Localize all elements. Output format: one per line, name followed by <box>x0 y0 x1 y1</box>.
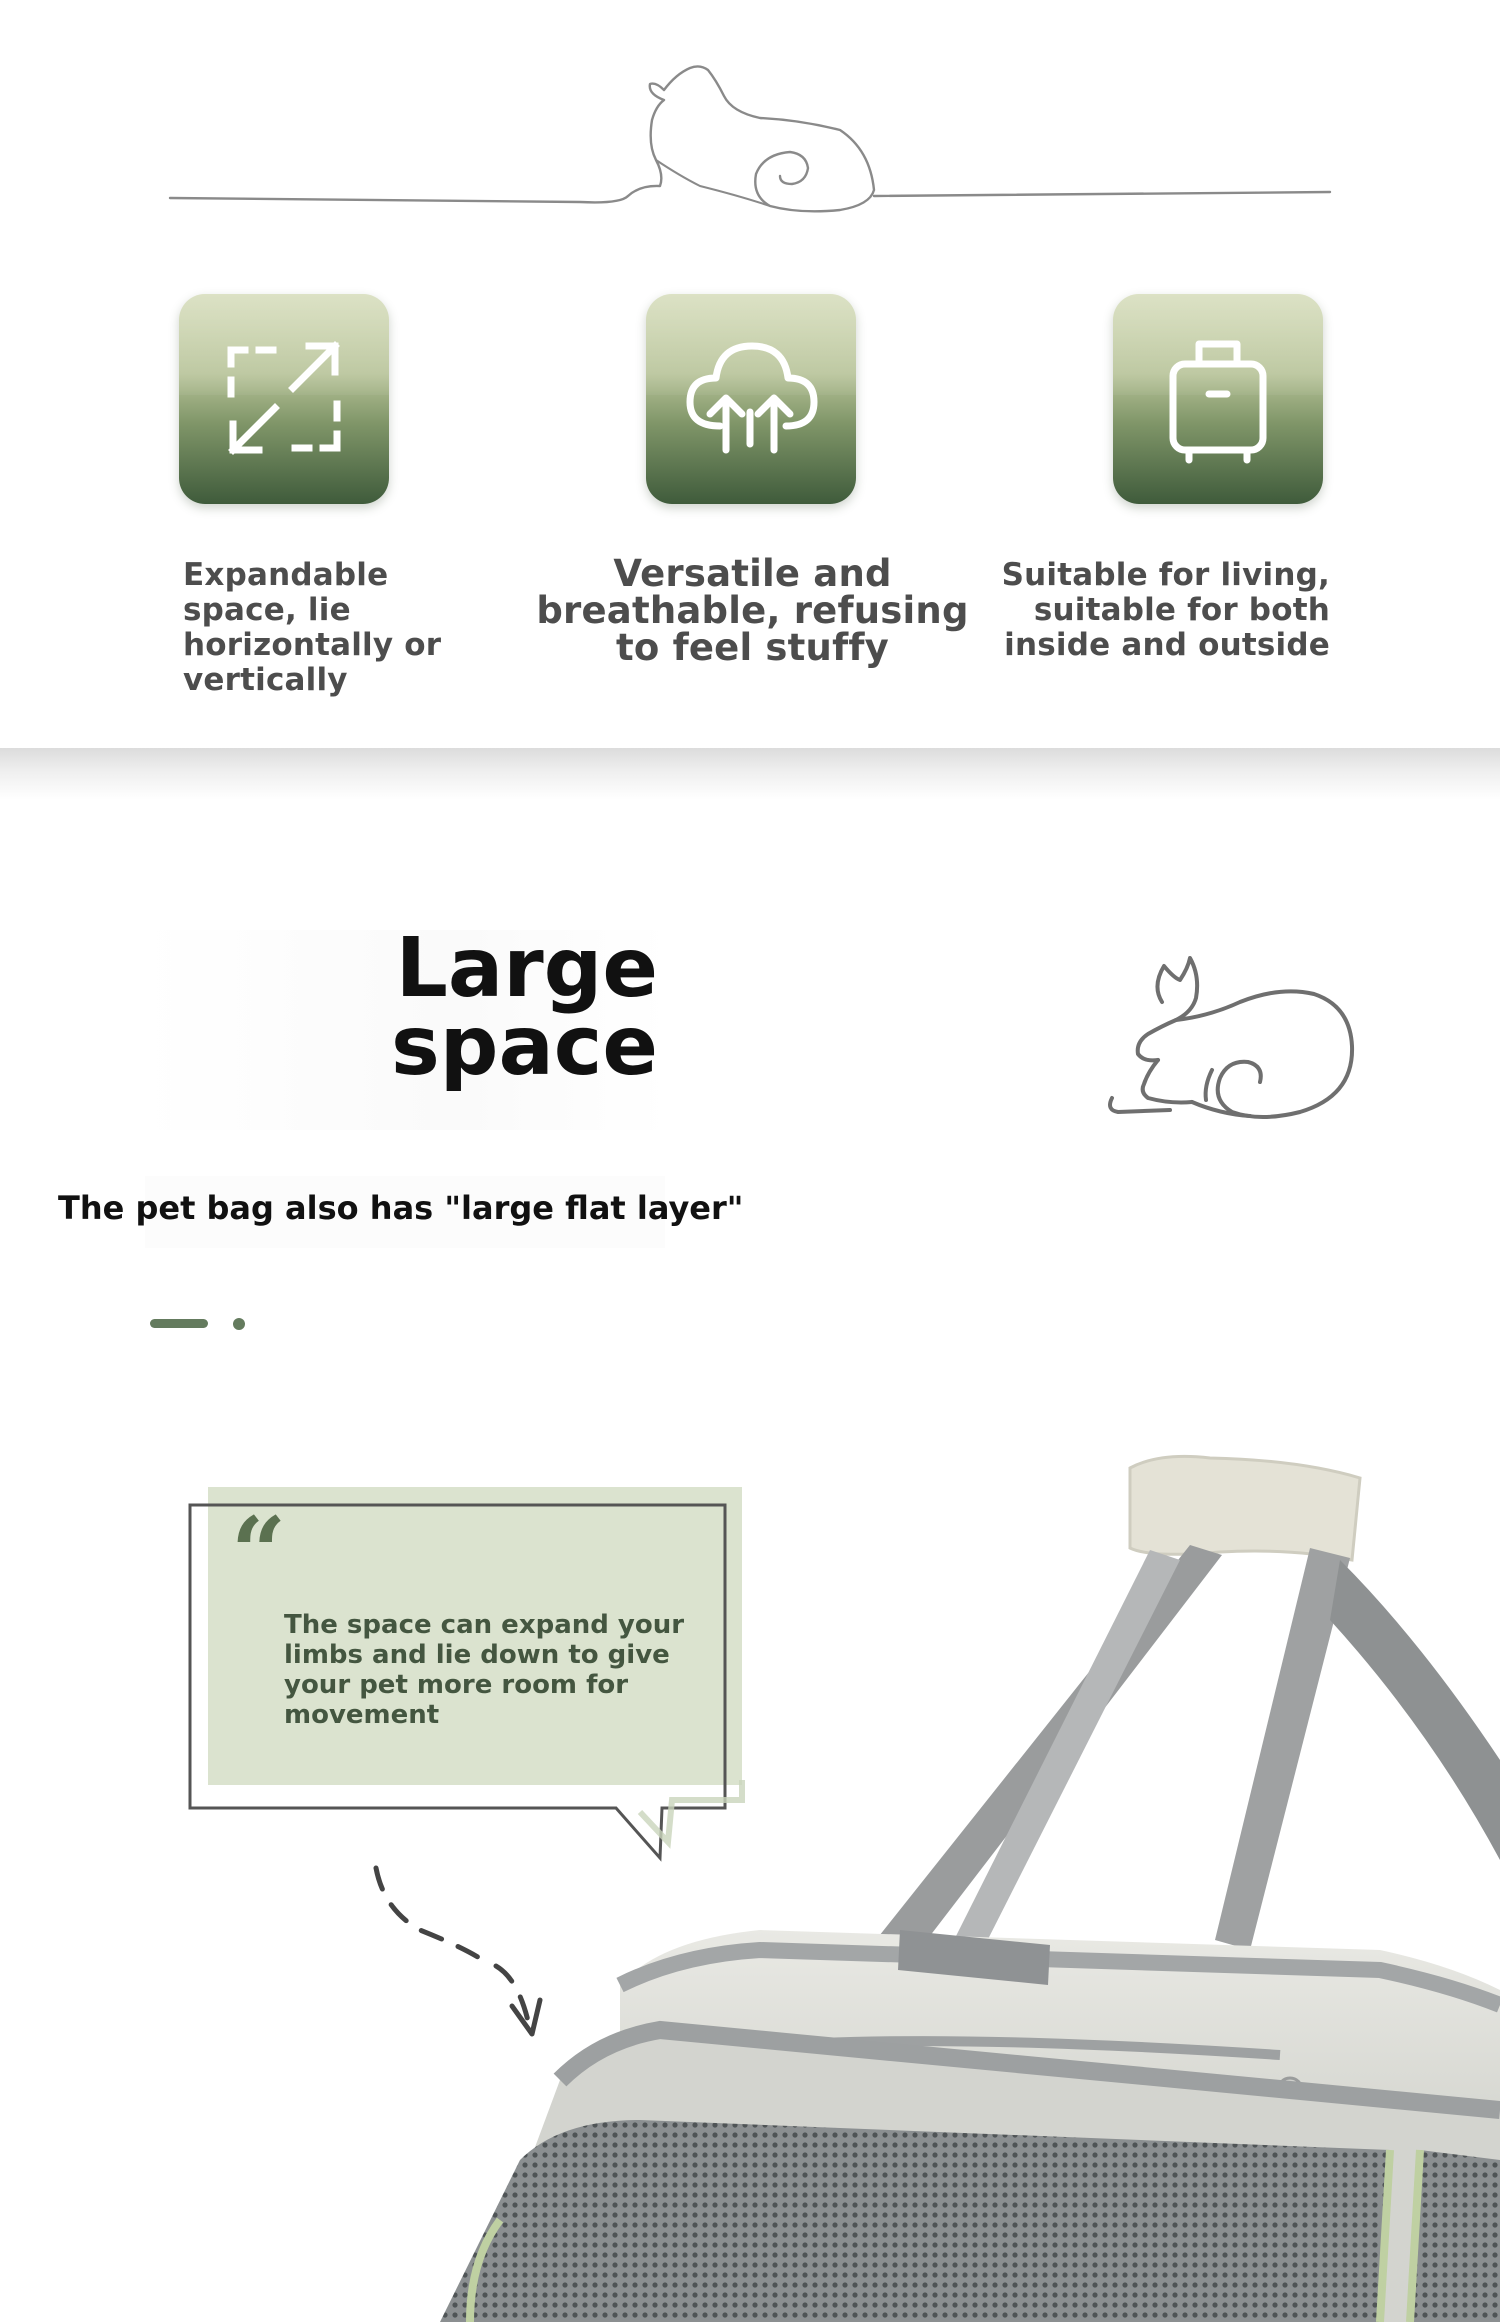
section-title-line-2: space <box>390 999 658 1094</box>
feature-expandable-text: Expandable space, lie horizontally or vertically <box>183 557 442 698</box>
section-subtitle: The pet bag also has "large flat layer" <box>58 1189 744 1227</box>
feature-suitable-text: Suitable for living, suitable for both inside and outside <box>1001 557 1330 663</box>
quote-text: The space can expand your limbs and lie down to give your pet more room for movement <box>284 1610 685 1730</box>
section-title-line-1: Large <box>395 921 658 1016</box>
quote-mark-icon: “ <box>231 1496 287 1609</box>
feature-breathable-text: Versatile and breathable, refusing to feel stuffy <box>536 552 969 669</box>
